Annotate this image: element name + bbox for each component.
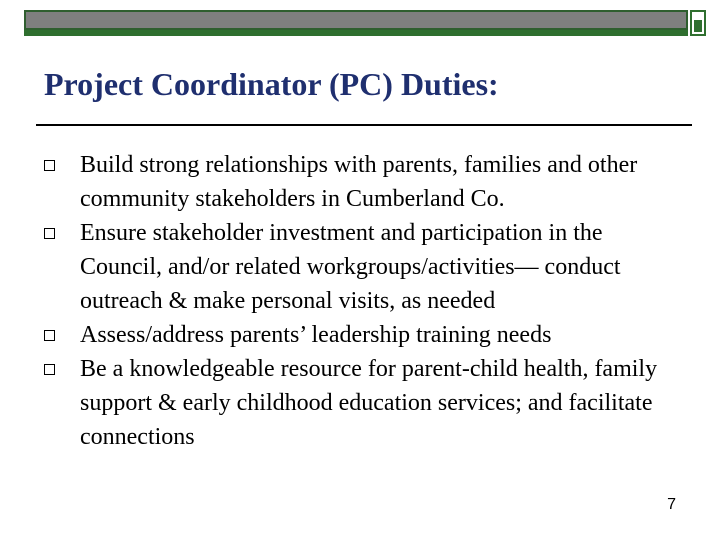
list-item <box>40 352 680 454</box>
bullet-text: Ensure stakeholder investment and participation in the Council, and/or related workgroups/activities— conduct outreach & make personal visits, as needed <box>80 220 621 314</box>
bullet-text: Be a knowledgeable resource for parent-child health, family support & early childhood education services; and facilitate connections <box>80 356 658 450</box>
duties-list <box>40 148 680 454</box>
slide-title: Project Coordinator (PC) Duties: <box>44 66 499 102</box>
header-bar <box>24 10 688 30</box>
bullet-text: Assess/address parents’ leadership training needs <box>80 322 552 348</box>
page-number: 7 <box>667 496 676 513</box>
corner-decoration <box>690 10 706 36</box>
hollow-square-icon <box>44 160 55 171</box>
list-item <box>40 216 680 318</box>
hollow-square-icon <box>44 330 55 341</box>
header-accent-stripe <box>24 30 688 36</box>
hollow-square-icon <box>44 228 55 239</box>
bullet-text: Build strong relationships with parents, families and other community stakeholders in Cumberland Co. <box>80 152 638 212</box>
list-item <box>40 318 680 352</box>
title-divider <box>36 124 692 126</box>
hollow-square-icon <box>44 364 55 375</box>
list-item <box>40 148 680 216</box>
